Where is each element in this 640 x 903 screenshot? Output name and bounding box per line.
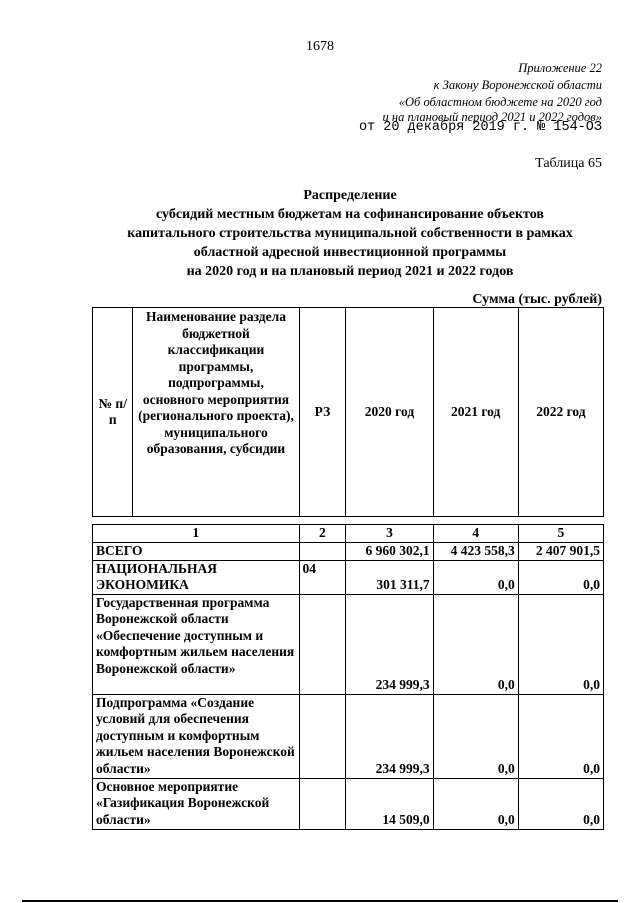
table-row	[93, 778, 604, 829]
row-rz: 04	[299, 560, 346, 594]
table-row	[93, 560, 604, 594]
row-2022: 0,0	[518, 560, 603, 594]
row-rz	[299, 594, 346, 694]
header-2021: 2021 год	[433, 308, 518, 517]
column-number: 3	[346, 525, 433, 543]
header-rz: РЗ	[299, 308, 346, 517]
row-name: Государственная программа Воронежской области «Обеспечение доступным и комфортным жильем населения Воронежской области»	[93, 594, 300, 694]
row-2022: 0,0	[518, 778, 603, 829]
row-2021: 0,0	[433, 694, 518, 778]
row-2022: 0,0	[518, 694, 603, 778]
column-number: 5	[518, 525, 603, 543]
appendix-line-1: Приложение 22	[518, 61, 602, 75]
header-2022: 2022 год	[518, 308, 603, 517]
document-title	[60, 186, 640, 281]
row-2022: 0,0	[518, 594, 603, 694]
row-2021: 0,0	[433, 560, 518, 594]
title-line-2: субсидий местным бюджетам на софинансирование объектов	[156, 207, 544, 222]
column-number: 1	[93, 525, 300, 543]
header-num: № п/п	[93, 308, 133, 517]
row-2020: 234 999,3	[346, 594, 433, 694]
table-row	[93, 543, 604, 561]
row-name: ВСЕГО	[93, 543, 300, 561]
header-row	[93, 308, 604, 517]
row-2021: 0,0	[433, 778, 518, 829]
units-label: Сумма (тыс. рублей)	[472, 292, 602, 307]
row-2020: 301 311,7	[346, 560, 433, 594]
page-number: 1678	[306, 39, 334, 54]
title-line-3: капитального строительства муниципальной собственности в рамках	[127, 226, 573, 241]
row-rz	[299, 694, 346, 778]
row-2021: 4 423 558,3	[433, 543, 518, 561]
row-rz	[299, 778, 346, 829]
appendix-line-2: к Закону Воронежской области	[433, 78, 602, 92]
title-line-5: на 2020 год и на плановый период 2021 и 2022 годов	[186, 264, 514, 279]
appendix-line-3: «Об областном бюджете на 2020 год	[398, 95, 602, 109]
column-number: 2	[299, 525, 346, 543]
row-name: Подпрограмма «Создание условий для обеспечения доступным и комфортным жильем населения Воронежской области»	[93, 694, 300, 778]
header-2020: 2020 год	[346, 308, 433, 517]
title-line-4: областной адресной инвестиционной программы	[193, 245, 507, 260]
table-label: Таблица 65	[535, 156, 602, 171]
table-row	[93, 594, 604, 694]
row-rz	[299, 543, 346, 561]
law-date-stamp: от 20 декабря 2019 г. № 154-ОЗ	[358, 120, 602, 135]
title-line-1: Распределение	[303, 188, 397, 203]
row-2020: 6 960 302,1	[346, 543, 433, 561]
page-bottom-rule	[22, 900, 618, 902]
row-2020: 234 999,3	[346, 694, 433, 778]
table-header	[92, 307, 604, 517]
table-row	[93, 694, 604, 778]
column-number: 4	[433, 525, 518, 543]
appendix-line-4: и на плановый период 2021 и 2022 годов»	[382, 110, 602, 124]
column-number-row	[93, 525, 604, 543]
row-name: Основное мероприятие «Газификация Воронежской области»	[93, 778, 300, 829]
row-2021: 0,0	[433, 594, 518, 694]
row-2022: 2 407 901,5	[518, 543, 603, 561]
header-name: Наименование раздела бюджетной классификации программы, подпрограммы, основного мероприятия (регионального проекта), муниципального образования, субсидии	[133, 308, 299, 517]
row-2020: 14 509,0	[346, 778, 433, 829]
budget-table	[92, 524, 604, 830]
row-name: НАЦИОНАЛЬНАЯ ЭКОНОМИКА	[93, 560, 300, 594]
